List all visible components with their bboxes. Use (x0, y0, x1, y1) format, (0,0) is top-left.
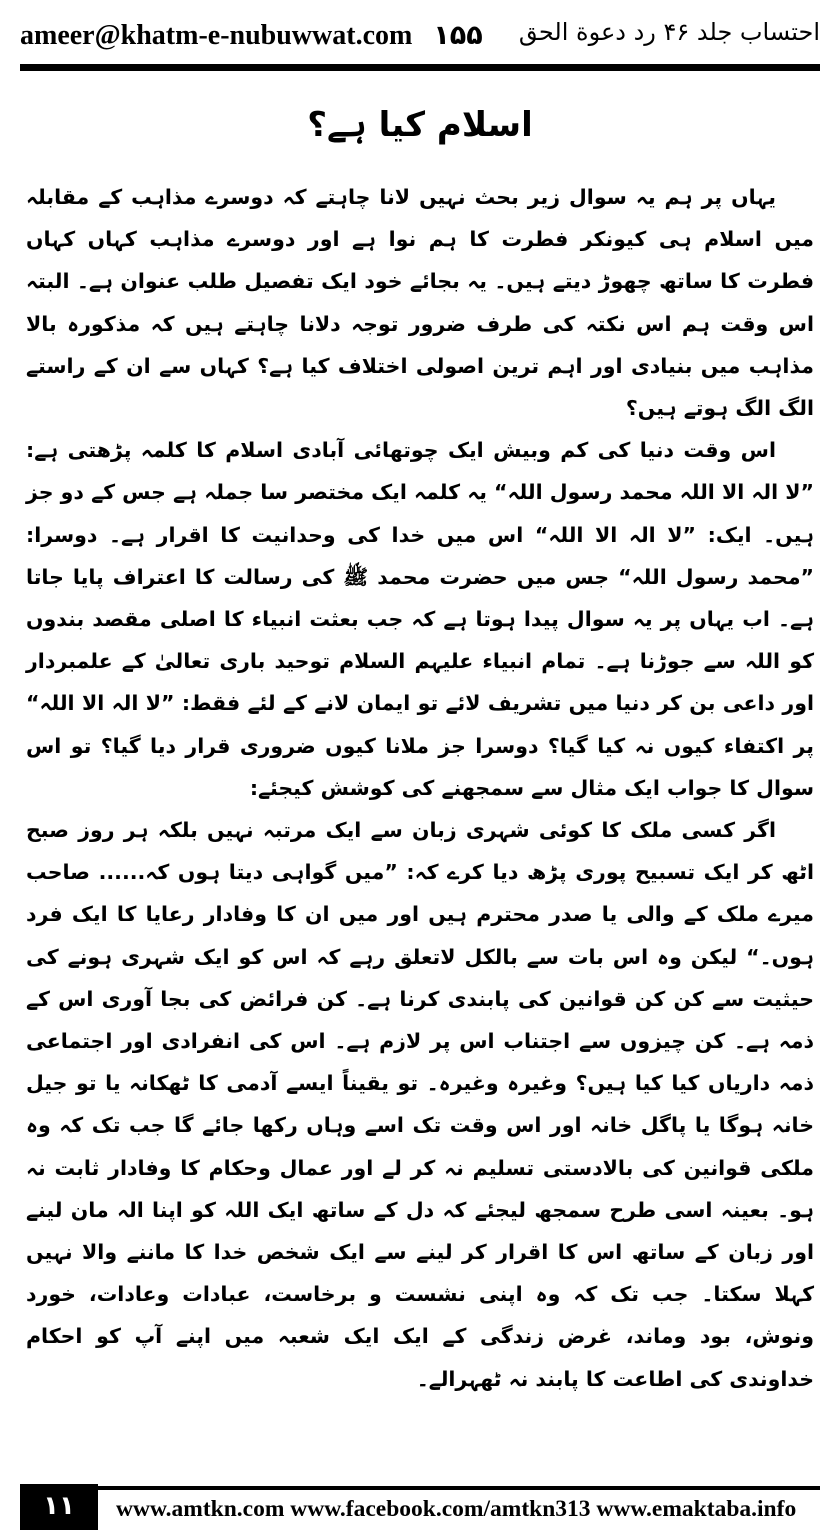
body-text (26, 176, 814, 1400)
page-number: ۱۵۵ (433, 20, 483, 51)
chapter-title: اسلام کیا ہے؟ (307, 105, 533, 145)
book-title: احتساب جلد ۴۶ رد دعوة الحق (518, 18, 820, 46)
footer-links: www.amtkn.com www.facebook.com/amtkn313 www.emaktaba.info (116, 1496, 797, 1522)
header-rule (20, 64, 820, 71)
paragraph-2: اس وقت دنیا کی کم وبیش ایک چوتھائی آبادی اسلام کا کلمہ پڑھتی ہے: ”لا الہ الا اللہ محمد رسول اللہ“ یہ کلمہ ایک مختصر سا جملہ ہے جس کے دو جز ہیں۔ ایک: ”لا الہ الا اللہ“ اس میں خدا کی وحدانیت کا اقرار ہے۔ دوسرا: ”محمد رسول اللہ“ جس میں حضرت محمد ﷺ کی رسالت کا اعتراف پایا جاتا ہے۔ اب یہاں پر یہ سوال پیدا ہوتا ہے کہ جب بعثت انبیاء کا اصلی مقصد بندوں کو اللہ سے جوڑنا ہے۔ تمام انبیاء علیہم السلام توحید باری تعالیٰ کے علمبردار اور داعی بن کر دنیا میں تشریف لائے تو ایمان لانے کے لئے فقط: ”لا الہ الا اللہ“ پر اکتفاء کیوں نہ کیا گیا؟ دوسرا جز ملانا کیوں ضروری قرار دیا گیا؟ تو اس سوال کا جواب ایک مثال سے سمجھنے کی کوشش کیجئے: (26, 438, 814, 800)
footer-rule (98, 1486, 820, 1490)
footer-number: ۱۱ (20, 1484, 98, 1530)
paragraph-1: یہاں پر ہم یہ سوال زیر بحث نہیں لانا چاہتے کہ دوسرے مذاہب کے مقابلہ میں اسلام ہی کیونکر فطرت کا ہم نوا ہے اور دوسرے مذاہب کہاں کہاں فطرت کا ساتھ چھوڑ دیتے ہیں۔ یہ بجائے خود ایک تفصیل طلب عنوان ہے۔ البتہ اس وقت ہم اس نکتہ کی طرف ضرور توجہ دلانا چاہتے ہیں کہ مذکورہ بالا مذاہب میں بنیادی اور اہم ترین اصولی اختلاف کیا ہے؟ کہاں سے ان کے راستے الگ الگ ہوتے ہیں؟ (26, 185, 814, 421)
header-left (20, 20, 483, 52)
paragraph-3: اگر کسی ملک کا کوئی شہری زبان سے ایک مرتبہ نہیں بلکہ ہر روز صبح اٹھ کر ایک تسبیح پوری پڑھ دیا کرے کہ: ”میں گواہی دیتا ہوں کہ...... صاحب میرے ملک کے والی یا صدر محترم ہیں اور میں ان کا وفادار رعایا کا ایک فرد ہوں۔“ لیکن وہ اس بات سے بالکل لاتعلق رہے کہ اس کو ایک شہری ہونے کی حیثیت سے کن کن قوانین کی پابندی کرنا ہے۔ کن فرائض کی بجا آوری اس کے ذمہ ہے۔ کن چیزوں سے اجتناب اس پر لازم ہے۔ اس کی انفرادی اور اجتماعی ذمہ داریاں کیا کیا ہیں؟ وغیرہ وغیرہ۔ تو یقیناً ایسے آدمی کا ٹھکانہ یا تو جیل خانہ ہوگا یا پاگل خانہ اور اس وقت تک اسے وہاں رکھا جائے گا جب تک کہ وہ ملکی قوانین کی بالادستی تسلیم نہ کر لے اور عمال وحکام کا وفادار ثابت نہ ہو۔ بعینہ اسی طرح سمجھ لیجئے کہ دل کے ساتھ ایک اللہ کو اپنا الہ مان لینے اور زبان کے ساتھ اس کا اقرار کر لینے سے ایک شخص خدا کا ماننے والا نہیں کہلا سکتا۔ جب تک کہ وہ اپنی نشست و برخاست، عبادات وعادات، خورد ونوش، بود وماند، غرض زندگی کے ایک ایک شعبہ میں اپنے آپ کو احکام خداوندی کی اطاعت کا پابند نہ ٹھہرالے۔ (26, 818, 814, 1391)
page-footer (20, 1484, 820, 1532)
header-email: ameer@khatm-e-nubuwwat.com (20, 20, 413, 51)
page-header (20, 14, 820, 62)
